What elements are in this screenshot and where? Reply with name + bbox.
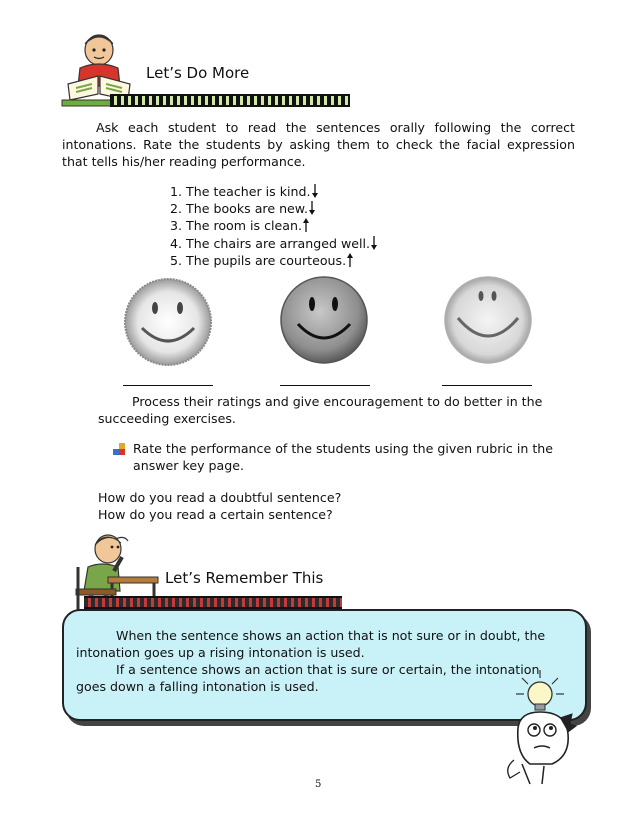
smiley-face-3-icon	[442, 274, 534, 366]
rising-arrow-icon	[347, 253, 353, 267]
lightbulb-idea-icon	[500, 668, 584, 786]
process-paragraph: Process their ratings and give encouragement to do better in the succeeding exercises.	[98, 394, 543, 426]
remember-paragraph-2: If a sentence shows an action that is sure or certain, the intonation goes down a falling intonation is used.	[76, 662, 540, 694]
sentence-list	[170, 183, 377, 269]
smiley-face-2-icon	[278, 274, 370, 366]
list-item: 5. The pupils are courteous.	[170, 252, 377, 269]
lets-remember-this-title: Let’s Remember This	[165, 569, 324, 587]
rating-line-1	[123, 385, 213, 386]
question-certain: How do you read a certain sentence?	[98, 507, 333, 522]
page-number: 5	[315, 779, 322, 790]
remember-paragraph-1: When the sentence shows an action that is not sure or in doubt, the intonation goes up a rising intonation is used.	[76, 628, 546, 660]
question-doubtful: How do you read a doubtful sentence?	[98, 490, 342, 505]
intro-paragraph: Ask each student to read the sentences orally following the correct intonations. Rate the students by asking them to check the facial expression that tells his/her reading performance.	[62, 120, 575, 169]
rising-arrow-icon	[303, 218, 309, 232]
falling-arrow-icon	[371, 236, 377, 250]
falling-arrow-icon	[309, 201, 315, 215]
smiley-face-1-icon	[122, 276, 214, 368]
film-strip-divider-red	[84, 596, 342, 609]
falling-arrow-icon	[312, 184, 318, 198]
lets-do-more-title: Let’s Do More	[146, 64, 250, 82]
rubric-instruction: Rate the performance of the students using the given rubric in the answer key page.	[133, 441, 554, 473]
film-strip-divider	[110, 94, 350, 107]
rating-line-2	[280, 385, 370, 386]
list-item: 1. The teacher is kind.	[170, 183, 377, 200]
bullet-icon	[113, 443, 126, 455]
list-item: 3. The room is clean.	[170, 217, 377, 234]
rating-line-3	[442, 385, 532, 386]
list-item: 4. The chairs are arranged well.	[170, 235, 377, 252]
list-item: 2. The books are new.	[170, 200, 377, 217]
